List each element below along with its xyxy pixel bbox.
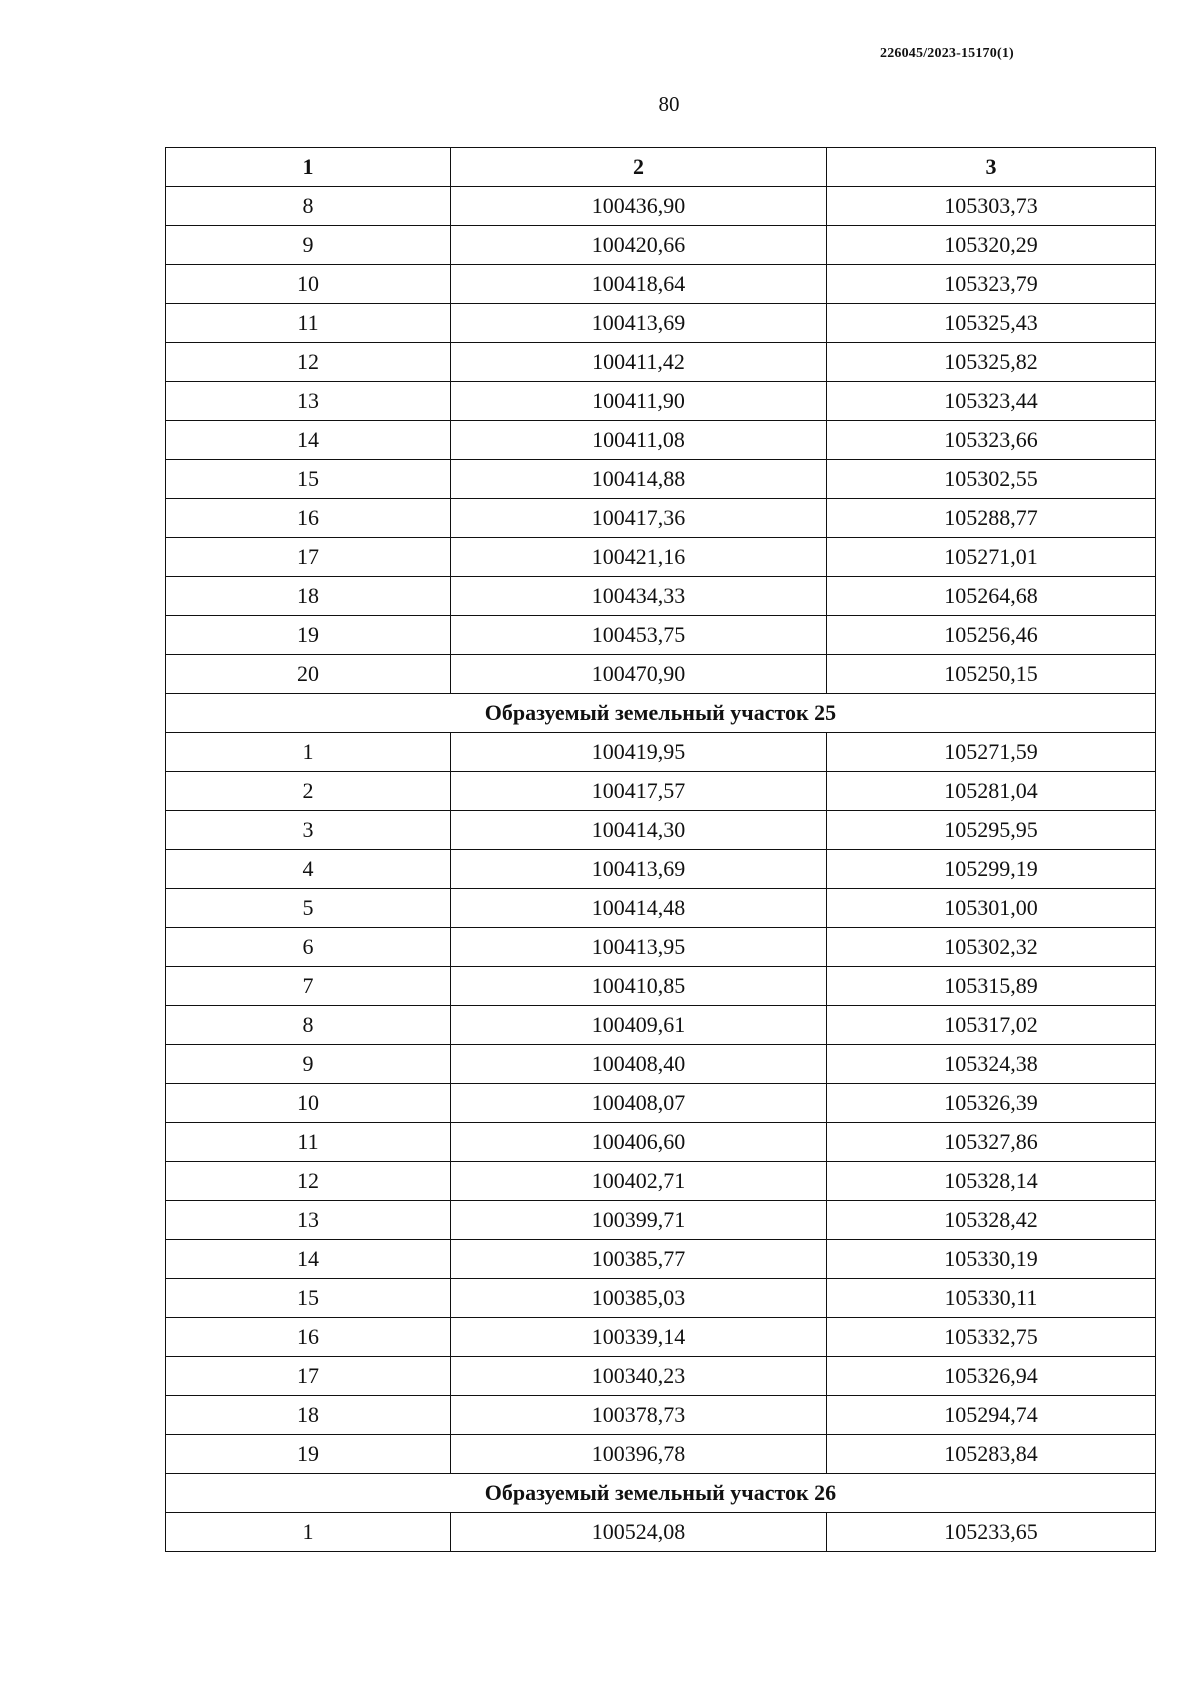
y-coordinate-cell: 105323,79 — [827, 265, 1156, 304]
table-row — [166, 616, 1156, 655]
y-coordinate-cell: 105328,14 — [827, 1162, 1156, 1201]
point-number-cell: 15 — [166, 460, 451, 499]
x-coordinate-cell: 100411,08 — [451, 421, 827, 460]
table-header-row — [166, 148, 1156, 187]
table-row — [166, 811, 1156, 850]
y-coordinate-cell: 105327,86 — [827, 1123, 1156, 1162]
y-coordinate-cell: 105325,43 — [827, 304, 1156, 343]
x-coordinate-cell: 100385,03 — [451, 1279, 827, 1318]
point-number-cell: 9 — [166, 1045, 451, 1084]
x-coordinate-cell: 100470,90 — [451, 655, 827, 694]
table-row — [166, 889, 1156, 928]
y-coordinate-cell: 105294,74 — [827, 1396, 1156, 1435]
point-number-cell: 19 — [166, 1435, 451, 1474]
x-coordinate-cell: 100411,42 — [451, 343, 827, 382]
table-row — [166, 538, 1156, 577]
point-number-cell: 11 — [166, 1123, 451, 1162]
x-coordinate-cell: 100409,61 — [451, 1006, 827, 1045]
table-row — [166, 382, 1156, 421]
point-number-cell: 17 — [166, 538, 451, 577]
x-coordinate-cell: 100411,90 — [451, 382, 827, 421]
table-row — [166, 655, 1156, 694]
y-coordinate-cell: 105317,02 — [827, 1006, 1156, 1045]
y-coordinate-cell: 105271,59 — [827, 733, 1156, 772]
point-number-cell: 1 — [166, 733, 451, 772]
x-coordinate-cell: 100419,95 — [451, 733, 827, 772]
y-coordinate-cell: 105315,89 — [827, 967, 1156, 1006]
x-coordinate-cell: 100396,78 — [451, 1435, 827, 1474]
x-coordinate-cell: 100414,30 — [451, 811, 827, 850]
point-number-cell: 4 — [166, 850, 451, 889]
point-number-cell: 7 — [166, 967, 451, 1006]
table-row — [166, 343, 1156, 382]
y-coordinate-cell: 105302,55 — [827, 460, 1156, 499]
y-coordinate-cell: 105264,68 — [827, 577, 1156, 616]
table-row — [166, 1240, 1156, 1279]
table-row — [166, 928, 1156, 967]
y-coordinate-cell: 105256,46 — [827, 616, 1156, 655]
y-coordinate-cell: 105250,15 — [827, 655, 1156, 694]
point-number-cell: 19 — [166, 616, 451, 655]
table-row — [166, 1318, 1156, 1357]
point-number-cell: 20 — [166, 655, 451, 694]
y-coordinate-cell: 105233,65 — [827, 1513, 1156, 1552]
y-coordinate-cell: 105301,00 — [827, 889, 1156, 928]
y-coordinate-cell: 105303,73 — [827, 187, 1156, 226]
table-row — [166, 499, 1156, 538]
table-row — [166, 304, 1156, 343]
point-number-cell: 16 — [166, 1318, 451, 1357]
column-header-point: 1 — [166, 148, 451, 187]
table-row — [166, 772, 1156, 811]
x-coordinate-cell: 100434,33 — [451, 577, 827, 616]
table-row — [166, 1513, 1156, 1552]
table-row — [166, 1162, 1156, 1201]
x-coordinate-cell: 100340,23 — [451, 1357, 827, 1396]
table-body — [166, 187, 1156, 1552]
coordinates-table — [165, 147, 1156, 1552]
point-number-cell: 2 — [166, 772, 451, 811]
table-row — [166, 265, 1156, 304]
section-title: Образуемый земельный участок 25 — [166, 694, 1156, 733]
x-coordinate-cell: 100453,75 — [451, 616, 827, 655]
x-coordinate-cell: 100410,85 — [451, 967, 827, 1006]
table-row — [166, 1201, 1156, 1240]
x-coordinate-cell: 100417,57 — [451, 772, 827, 811]
y-coordinate-cell: 105323,66 — [827, 421, 1156, 460]
y-coordinate-cell: 105281,04 — [827, 772, 1156, 811]
x-coordinate-cell: 100402,71 — [451, 1162, 827, 1201]
x-coordinate-cell: 100414,48 — [451, 889, 827, 928]
x-coordinate-cell: 100385,77 — [451, 1240, 827, 1279]
table-row — [166, 1435, 1156, 1474]
y-coordinate-cell: 105283,84 — [827, 1435, 1156, 1474]
point-number-cell: 13 — [166, 382, 451, 421]
x-coordinate-cell: 100418,64 — [451, 265, 827, 304]
x-coordinate-cell: 100414,88 — [451, 460, 827, 499]
x-coordinate-cell: 100417,36 — [451, 499, 827, 538]
y-coordinate-cell: 105302,32 — [827, 928, 1156, 967]
y-coordinate-cell: 105326,39 — [827, 1084, 1156, 1123]
table-row — [166, 1279, 1156, 1318]
table-row — [166, 1006, 1156, 1045]
y-coordinate-cell: 105320,29 — [827, 226, 1156, 265]
page-number: 80 — [658, 92, 680, 116]
y-coordinate-cell: 105324,38 — [827, 1045, 1156, 1084]
x-coordinate-cell: 100420,66 — [451, 226, 827, 265]
x-coordinate-cell: 100339,14 — [451, 1318, 827, 1357]
point-number-cell: 15 — [166, 1279, 451, 1318]
point-number-cell: 9 — [166, 226, 451, 265]
table-row — [166, 1396, 1156, 1435]
table-row — [166, 1123, 1156, 1162]
document-number: 226045/2023-15170(1) — [880, 46, 1014, 61]
point-number-cell: 13 — [166, 1201, 451, 1240]
point-number-cell: 12 — [166, 343, 451, 382]
y-coordinate-cell: 105271,01 — [827, 538, 1156, 577]
y-coordinate-cell: 105323,44 — [827, 382, 1156, 421]
section-title-row — [166, 694, 1156, 733]
y-coordinate-cell: 105299,19 — [827, 850, 1156, 889]
y-coordinate-cell: 105326,94 — [827, 1357, 1156, 1396]
y-coordinate-cell: 105295,95 — [827, 811, 1156, 850]
table-row — [166, 733, 1156, 772]
x-coordinate-cell: 100413,69 — [451, 304, 827, 343]
y-coordinate-cell: 105332,75 — [827, 1318, 1156, 1357]
y-coordinate-cell: 105325,82 — [827, 343, 1156, 382]
x-coordinate-cell: 100408,07 — [451, 1084, 827, 1123]
point-number-cell: 14 — [166, 1240, 451, 1279]
y-coordinate-cell: 105330,19 — [827, 1240, 1156, 1279]
point-number-cell: 18 — [166, 1396, 451, 1435]
table-row — [166, 460, 1156, 499]
y-coordinate-cell: 105330,11 — [827, 1279, 1156, 1318]
point-number-cell: 17 — [166, 1357, 451, 1396]
table-row — [166, 1357, 1156, 1396]
x-coordinate-cell: 100378,73 — [451, 1396, 827, 1435]
y-coordinate-cell: 105288,77 — [827, 499, 1156, 538]
column-header-y: 3 — [827, 148, 1156, 187]
x-coordinate-cell: 100524,08 — [451, 1513, 827, 1552]
point-number-cell: 6 — [166, 928, 451, 967]
section-title: Образуемый земельный участок 26 — [166, 1474, 1156, 1513]
table-row — [166, 577, 1156, 616]
point-number-cell: 3 — [166, 811, 451, 850]
x-coordinate-cell: 100406,60 — [451, 1123, 827, 1162]
x-coordinate-cell: 100436,90 — [451, 187, 827, 226]
point-number-cell: 10 — [166, 265, 451, 304]
column-header-x: 2 — [451, 148, 827, 187]
table-row — [166, 1084, 1156, 1123]
table-row — [166, 850, 1156, 889]
section-title-row — [166, 1474, 1156, 1513]
point-number-cell: 14 — [166, 421, 451, 460]
table-row — [166, 1045, 1156, 1084]
point-number-cell: 11 — [166, 304, 451, 343]
point-number-cell: 1 — [166, 1513, 451, 1552]
point-number-cell: 8 — [166, 187, 451, 226]
point-number-cell: 16 — [166, 499, 451, 538]
x-coordinate-cell: 100413,95 — [451, 928, 827, 967]
point-number-cell: 12 — [166, 1162, 451, 1201]
y-coordinate-cell: 105328,42 — [827, 1201, 1156, 1240]
table-row — [166, 187, 1156, 226]
x-coordinate-cell: 100421,16 — [451, 538, 827, 577]
point-number-cell: 18 — [166, 577, 451, 616]
x-coordinate-cell: 100413,69 — [451, 850, 827, 889]
point-number-cell: 8 — [166, 1006, 451, 1045]
table-row — [166, 421, 1156, 460]
x-coordinate-cell: 100399,71 — [451, 1201, 827, 1240]
point-number-cell: 5 — [166, 889, 451, 928]
table-row — [166, 967, 1156, 1006]
point-number-cell: 10 — [166, 1084, 451, 1123]
table-row — [166, 226, 1156, 265]
x-coordinate-cell: 100408,40 — [451, 1045, 827, 1084]
